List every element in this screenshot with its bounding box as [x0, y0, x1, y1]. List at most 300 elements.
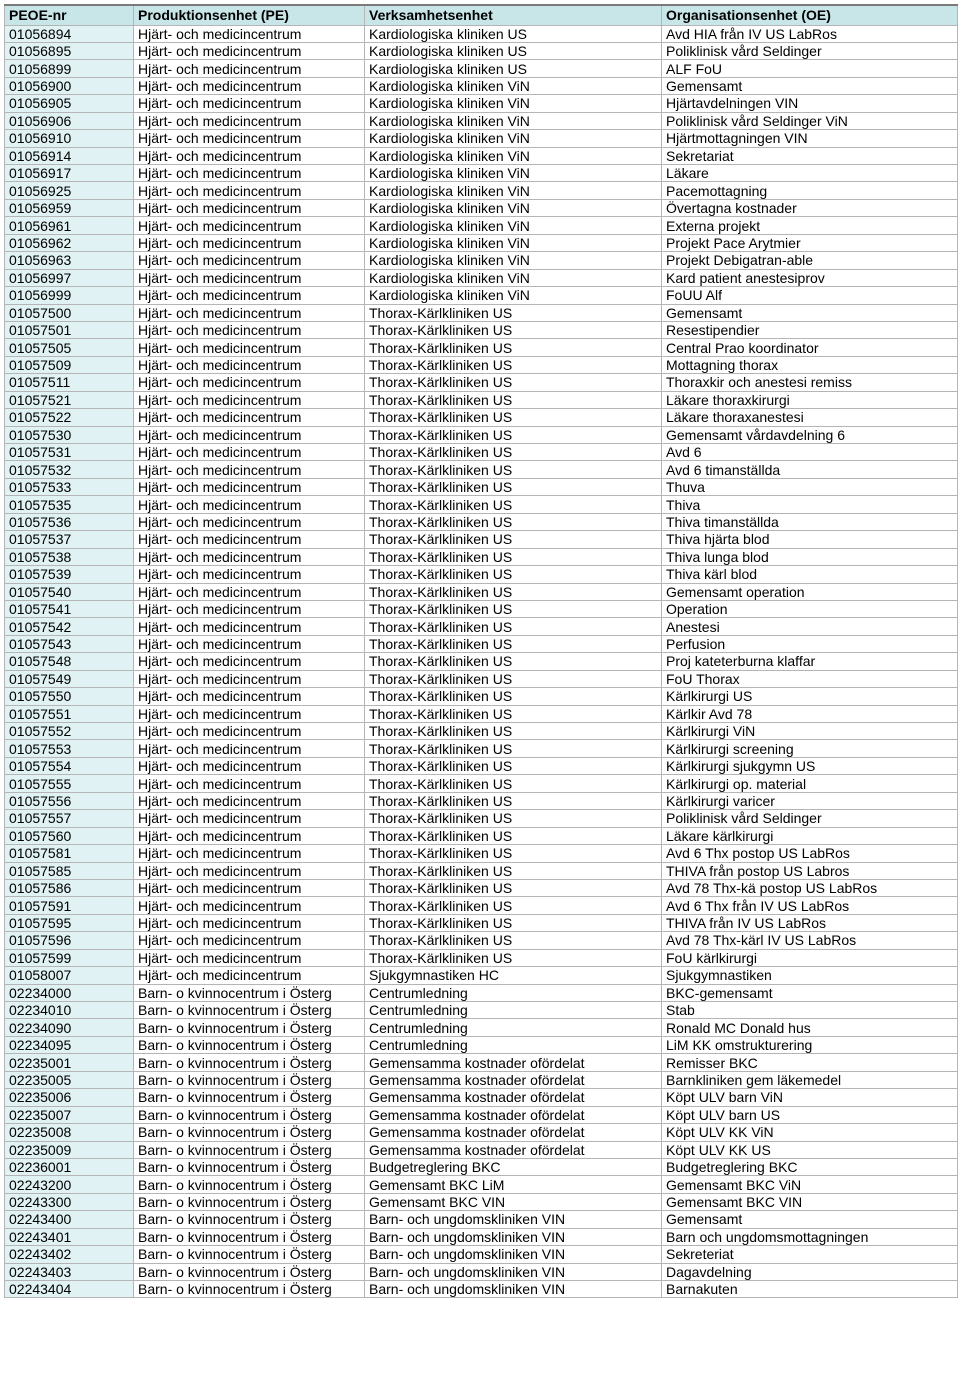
- organisationsenhet-cell: Sekretariat: [662, 147, 958, 164]
- verksamhetsenhet-cell: Gemensamt BKC LiM: [365, 1176, 662, 1193]
- table-row: [5, 25, 958, 42]
- produktionsenhet-cell: Hjärt- och medicincentrum: [134, 897, 365, 914]
- peoe-nr-cell: 01056905: [5, 95, 134, 112]
- table-row: [5, 496, 958, 513]
- peoe-nr-cell: 02235001: [5, 1054, 134, 1071]
- verksamhetsenhet-cell: Kardiologiska kliniken US: [365, 60, 662, 77]
- table-row: [5, 42, 958, 59]
- verksamhetsenhet-cell: Gemensamt BKC VIN: [365, 1193, 662, 1210]
- produktionsenhet-cell: Barn- o kvinnocentrum i Österg: [134, 1158, 365, 1175]
- verksamhetsenhet-cell: Thorax-Kärlkliniken US: [365, 478, 662, 495]
- produktionsenhet-cell: Hjärt- och medicincentrum: [134, 130, 365, 147]
- organisationsenhet-cell: Sekreteriat: [662, 1246, 958, 1263]
- table-row: [5, 932, 958, 949]
- produktionsenhet-cell: Hjärt- och medicincentrum: [134, 932, 365, 949]
- peoe-nr-cell: 02236001: [5, 1158, 134, 1175]
- produktionsenhet-cell: Hjärt- och medicincentrum: [134, 165, 365, 182]
- produktionsenhet-cell: Barn- o kvinnocentrum i Österg: [134, 1002, 365, 1019]
- produktionsenhet-cell: Barn- o kvinnocentrum i Österg: [134, 1141, 365, 1158]
- table-row: [5, 426, 958, 443]
- peoe-nr-cell: 01057596: [5, 932, 134, 949]
- peoe-nr-cell: 01057553: [5, 740, 134, 757]
- verksamhetsenhet-cell: Thorax-Kärlkliniken US: [365, 583, 662, 600]
- peoe-nr-cell: 01058007: [5, 967, 134, 984]
- table-row: [5, 635, 958, 652]
- produktionsenhet-cell: Hjärt- och medicincentrum: [134, 688, 365, 705]
- peoe-nr-cell: 01057538: [5, 548, 134, 565]
- produktionsenhet-cell: Hjärt- och medicincentrum: [134, 792, 365, 809]
- table-row: [5, 1193, 958, 1210]
- table-row: [5, 1019, 958, 1036]
- produktionsenhet-cell: Hjärt- och medicincentrum: [134, 496, 365, 513]
- verksamhetsenhet-cell: Gemensamma kostnader ofördelat: [365, 1089, 662, 1106]
- table-row: [5, 269, 958, 286]
- peoe-nr-cell: 01057541: [5, 600, 134, 617]
- verksamhetsenhet-cell: Kardiologiska kliniken ViN: [365, 287, 662, 304]
- produktionsenhet-cell: Hjärt- och medicincentrum: [134, 356, 365, 373]
- produktionsenhet-cell: Barn- o kvinnocentrum i Österg: [134, 1089, 365, 1106]
- produktionsenhet-cell: Hjärt- och medicincentrum: [134, 531, 365, 548]
- produktionsenhet-cell: Hjärt- och medicincentrum: [134, 670, 365, 687]
- table-row: [5, 1089, 958, 1106]
- produktionsenhet-cell: Hjärt- och medicincentrum: [134, 879, 365, 896]
- peoe-nr-cell: 01057540: [5, 583, 134, 600]
- peoe-nr-cell: 01056962: [5, 234, 134, 251]
- verksamhetsenhet-cell: Thorax-Kärlkliniken US: [365, 531, 662, 548]
- verksamhetsenhet-cell: Kardiologiska kliniken ViN: [365, 95, 662, 112]
- verksamhetsenhet-cell: Barn- och ungdomskliniken VIN: [365, 1281, 662, 1298]
- organisationsenhet-cell: Stab: [662, 1002, 958, 1019]
- verksamhetsenhet-cell: Kardiologiska kliniken ViN: [365, 269, 662, 286]
- verksamhetsenhet-cell: Thorax-Kärlkliniken US: [365, 461, 662, 478]
- peoe-nr-cell: 01056963: [5, 252, 134, 269]
- verksamhetsenhet-cell: Thorax-Kärlkliniken US: [365, 618, 662, 635]
- produktionsenhet-cell: Hjärt- och medicincentrum: [134, 705, 365, 722]
- peoe-nr-cell: 01057500: [5, 304, 134, 321]
- organisationsenhet-cell: THIVA från IV US LabRos: [662, 914, 958, 931]
- organisationsenhet-cell: Avd 78 Thx-kä postop US LabRos: [662, 879, 958, 896]
- verksamhetsenhet-cell: Thorax-Kärlkliniken US: [365, 914, 662, 931]
- organisationsenhet-cell: Proj kateterburna klaffar: [662, 653, 958, 670]
- produktionsenhet-cell: Hjärt- och medicincentrum: [134, 635, 365, 652]
- produktionsenhet-cell: Barn- o kvinnocentrum i Österg: [134, 1071, 365, 1088]
- verksamhetsenhet-cell: Gemensamma kostnader ofördelat: [365, 1141, 662, 1158]
- produktionsenhet-cell: Barn- o kvinnocentrum i Österg: [134, 1176, 365, 1193]
- produktionsenhet-cell: Hjärt- och medicincentrum: [134, 914, 365, 931]
- peoe-nr-cell: 01056894: [5, 25, 134, 42]
- peoe-nr-cell: 02243402: [5, 1246, 134, 1263]
- verksamhetsenhet-cell: Thorax-Kärlkliniken US: [365, 356, 662, 373]
- table-header-row: [5, 5, 958, 25]
- verksamhetsenhet-cell: Thorax-Kärlkliniken US: [365, 775, 662, 792]
- table-row: [5, 792, 958, 809]
- table-row: [5, 583, 958, 600]
- organisationsenhet-cell: Resestipendier: [662, 321, 958, 338]
- organisationsenhet-cell: Gemensamt: [662, 304, 958, 321]
- organisationsenhet-cell: Thiva timanställda: [662, 513, 958, 530]
- table-row: [5, 339, 958, 356]
- produktionsenhet-cell: Hjärt- och medicincentrum: [134, 566, 365, 583]
- verksamhetsenhet-cell: Barn- och ungdomskliniken VIN: [365, 1228, 662, 1245]
- verksamhetsenhet-cell: Kardiologiska kliniken ViN: [365, 165, 662, 182]
- produktionsenhet-cell: Hjärt- och medicincentrum: [134, 409, 365, 426]
- table-row: [5, 949, 958, 966]
- organisationsenhet-cell: Kärlkirurgi varicer: [662, 792, 958, 809]
- peoe-nr-cell: 01056959: [5, 199, 134, 216]
- produktionsenhet-cell: Hjärt- och medicincentrum: [134, 740, 365, 757]
- produktionsenhet-cell: Hjärt- och medicincentrum: [134, 618, 365, 635]
- produktionsenhet-cell: Barn- o kvinnocentrum i Österg: [134, 1054, 365, 1071]
- organisationsenhet-cell: Gemensamt: [662, 77, 958, 94]
- peoe-nr-cell: 01056914: [5, 147, 134, 164]
- organisationsenhet-cell: Gemensamt operation: [662, 583, 958, 600]
- verksamhetsenhet-cell: Thorax-Kärlkliniken US: [365, 897, 662, 914]
- peoe-nr-cell: 01056961: [5, 217, 134, 234]
- table-row: [5, 1246, 958, 1263]
- organisationsenhet-cell: Hjärtmottagningen VIN: [662, 130, 958, 147]
- peoe-nr-cell: 02243200: [5, 1176, 134, 1193]
- produktionsenhet-cell: Hjärt- och medicincentrum: [134, 862, 365, 879]
- organisationsenhet-cell: Avd HIA från IV US LabRos: [662, 25, 958, 42]
- organisationsenhet-cell: Barn och ungdomsmottagningen: [662, 1228, 958, 1245]
- produktionsenhet-cell: Hjärt- och medicincentrum: [134, 182, 365, 199]
- verksamhetsenhet-cell: Thorax-Kärlkliniken US: [365, 740, 662, 757]
- organisationsenhet-cell: Poliklinisk vård Seldinger ViN: [662, 112, 958, 129]
- table-row: [5, 461, 958, 478]
- organisationsenhet-cell: Budgetreglering BKC: [662, 1158, 958, 1175]
- organisationsenhet-cell: ALF FoU: [662, 60, 958, 77]
- table-row: [5, 862, 958, 879]
- verksamhetsenhet-cell: Thorax-Kärlkliniken US: [365, 304, 662, 321]
- verksamhetsenhet-cell: Budgetreglering BKC: [365, 1158, 662, 1175]
- peoe-nr-cell: 01057542: [5, 618, 134, 635]
- peoe-nr-cell: 01057531: [5, 444, 134, 461]
- produktionsenhet-cell: Hjärt- och medicincentrum: [134, 199, 365, 216]
- peoe-nr-cell: 01057599: [5, 949, 134, 966]
- peoe-nr-cell: 02243300: [5, 1193, 134, 1210]
- produktionsenhet-cell: Hjärt- och medicincentrum: [134, 548, 365, 565]
- organisationsenhet-cell: Kärlkirurgi ViN: [662, 723, 958, 740]
- table-row: [5, 321, 958, 338]
- organisationsenhet-cell: Kärlkirurgi screening: [662, 740, 958, 757]
- produktionsenhet-cell: Hjärt- och medicincentrum: [134, 600, 365, 617]
- organisationsenhet-cell: Poliklinisk vård Seldinger: [662, 42, 958, 59]
- table-row: [5, 112, 958, 129]
- verksamhetsenhet-cell: Thorax-Kärlkliniken US: [365, 723, 662, 740]
- table-row: [5, 723, 958, 740]
- produktionsenhet-cell: Barn- o kvinnocentrum i Österg: [134, 1124, 365, 1141]
- produktionsenhet-cell: Barn- o kvinnocentrum i Österg: [134, 1106, 365, 1123]
- peoe-nr-cell: 01056997: [5, 269, 134, 286]
- peoe-nr-cell: 02234000: [5, 984, 134, 1001]
- peoe-nr-cell: 01056899: [5, 60, 134, 77]
- verksamhetsenhet-cell: Thorax-Kärlkliniken US: [365, 496, 662, 513]
- organisationsenhet-cell: Köpt ULV KK ViN: [662, 1124, 958, 1141]
- organisationsenhet-cell: Köpt ULV barn ViN: [662, 1089, 958, 1106]
- produktionsenhet-cell: Hjärt- och medicincentrum: [134, 287, 365, 304]
- organisationsenhet-cell: FoUU Alf: [662, 287, 958, 304]
- peoe-nr-cell: 01057549: [5, 670, 134, 687]
- verksamhetsenhet-cell: Thorax-Kärlkliniken US: [365, 444, 662, 461]
- produktionsenhet-cell: Hjärt- och medicincentrum: [134, 252, 365, 269]
- table-row: [5, 77, 958, 94]
- peoe-nr-cell: 01057537: [5, 531, 134, 548]
- peoe-nr-cell: 01056906: [5, 112, 134, 129]
- table-row: [5, 740, 958, 757]
- verksamhetsenhet-cell: Thorax-Kärlkliniken US: [365, 566, 662, 583]
- peoe-nr-cell: 01057548: [5, 653, 134, 670]
- peoe-nr-cell: 02235007: [5, 1106, 134, 1123]
- peoe-nr-cell: 01057509: [5, 356, 134, 373]
- produktionsenhet-cell: Hjärt- och medicincentrum: [134, 845, 365, 862]
- table-row: [5, 478, 958, 495]
- verksamhetsenhet-cell: Thorax-Kärlkliniken US: [365, 391, 662, 408]
- verksamhetsenhet-cell: Thorax-Kärlkliniken US: [365, 757, 662, 774]
- verksamhetsenhet-cell: Kardiologiska kliniken ViN: [365, 112, 662, 129]
- verksamhetsenhet-cell: Centrumledning: [365, 1002, 662, 1019]
- table-row: [5, 1071, 958, 1088]
- column-header-verksamhetsenhet: Verksamhetsenhet: [365, 5, 662, 25]
- table-row: [5, 1106, 958, 1123]
- peoe-nr-cell: 01056917: [5, 165, 134, 182]
- organisationsenhet-cell: Gemensamt BKC ViN: [662, 1176, 958, 1193]
- verksamhetsenhet-cell: Thorax-Kärlkliniken US: [365, 374, 662, 391]
- organisationsenhet-cell: Hjärtavdelningen VIN: [662, 95, 958, 112]
- verksamhetsenhet-cell: Thorax-Kärlkliniken US: [365, 688, 662, 705]
- produktionsenhet-cell: Barn- o kvinnocentrum i Österg: [134, 1211, 365, 1228]
- organisationsenhet-cell: BKC-gemensamt: [662, 984, 958, 1001]
- peoe-nr-cell: 01057586: [5, 879, 134, 896]
- produktionsenhet-cell: Barn- o kvinnocentrum i Österg: [134, 1036, 365, 1053]
- produktionsenhet-cell: Hjärt- och medicincentrum: [134, 217, 365, 234]
- peoe-nr-cell: 02235006: [5, 1089, 134, 1106]
- verksamhetsenhet-cell: Kardiologiska kliniken ViN: [365, 199, 662, 216]
- peoe-nr-cell: 01057539: [5, 566, 134, 583]
- table-row: [5, 287, 958, 304]
- table-row: [5, 1281, 958, 1298]
- verksamhetsenhet-cell: Centrumledning: [365, 1019, 662, 1036]
- organisationsenhet-cell: Thiva hjärta blod: [662, 531, 958, 548]
- peoe-nr-cell: 02234010: [5, 1002, 134, 1019]
- peoe-nr-cell: 02235005: [5, 1071, 134, 1088]
- produktionsenhet-cell: Hjärt- och medicincentrum: [134, 810, 365, 827]
- verksamhetsenhet-cell: Gemensamma kostnader ofördelat: [365, 1054, 662, 1071]
- peoe-nr-cell: 01057585: [5, 862, 134, 879]
- table-row: [5, 1141, 958, 1158]
- table-row: [5, 95, 958, 112]
- verksamhetsenhet-cell: Kardiologiska kliniken ViN: [365, 77, 662, 94]
- peoe-nr-cell: 01057557: [5, 810, 134, 827]
- verksamhetsenhet-cell: Kardiologiska kliniken ViN: [365, 234, 662, 251]
- organisationsenhet-cell: Thiva lunga blod: [662, 548, 958, 565]
- organisationsenhet-cell: Remisser BKC: [662, 1054, 958, 1071]
- organisationsenhet-cell: Gemensamt vårdavdelning 6: [662, 426, 958, 443]
- verksamhetsenhet-cell: Kardiologiska kliniken ViN: [365, 217, 662, 234]
- peoe-nr-cell: 01056895: [5, 42, 134, 59]
- produktionsenhet-cell: Hjärt- och medicincentrum: [134, 269, 365, 286]
- peoe-nr-cell: 01057533: [5, 478, 134, 495]
- peoe-nr-cell: 01057560: [5, 827, 134, 844]
- table-row: [5, 984, 958, 1001]
- table-row: [5, 775, 958, 792]
- table-row: [5, 1158, 958, 1175]
- table-row: [5, 1054, 958, 1071]
- organisationsenhet-cell: Central Prao koordinator: [662, 339, 958, 356]
- organisationsenhet-cell: Kärlkirurgi op. material: [662, 775, 958, 792]
- verksamhetsenhet-cell: Thorax-Kärlkliniken US: [365, 949, 662, 966]
- verksamhetsenhet-cell: Thorax-Kärlkliniken US: [365, 862, 662, 879]
- verksamhetsenhet-cell: Barn- och ungdomskliniken VIN: [365, 1263, 662, 1280]
- verksamhetsenhet-cell: Thorax-Kärlkliniken US: [365, 426, 662, 443]
- produktionsenhet-cell: Hjärt- och medicincentrum: [134, 478, 365, 495]
- produktionsenhet-cell: Hjärt- och medicincentrum: [134, 147, 365, 164]
- organisationsenhet-cell: Köpt ULV KK US: [662, 1141, 958, 1158]
- table-row: [5, 374, 958, 391]
- produktionsenhet-cell: Hjärt- och medicincentrum: [134, 112, 365, 129]
- verksamhetsenhet-cell: Thorax-Kärlkliniken US: [365, 600, 662, 617]
- produktionsenhet-cell: Hjärt- och medicincentrum: [134, 513, 365, 530]
- organisationsenhet-cell: Operation: [662, 600, 958, 617]
- peoe-nr-cell: 01057505: [5, 339, 134, 356]
- organisationsenhet-cell: Barnkliniken gem läkemedel: [662, 1071, 958, 1088]
- table-row: [5, 914, 958, 931]
- table-row: [5, 130, 958, 147]
- table-row: [5, 513, 958, 530]
- verksamhetsenhet-cell: Thorax-Kärlkliniken US: [365, 548, 662, 565]
- table-row: [5, 252, 958, 269]
- table-row: [5, 1211, 958, 1228]
- produktionsenhet-cell: Barn- o kvinnocentrum i Österg: [134, 1019, 365, 1036]
- peoe-nr-cell: 01057581: [5, 845, 134, 862]
- peoe-nr-cell: 01056999: [5, 287, 134, 304]
- table-row: [5, 653, 958, 670]
- organisationsenhet-cell: Läkare: [662, 165, 958, 182]
- verksamhetsenhet-cell: Thorax-Kärlkliniken US: [365, 670, 662, 687]
- peoe-nr-cell: 02243401: [5, 1228, 134, 1245]
- table-row: [5, 444, 958, 461]
- verksamhetsenhet-cell: Sjukgymnastiken HC: [365, 967, 662, 984]
- produktionsenhet-cell: Hjärt- och medicincentrum: [134, 723, 365, 740]
- peoe-nr-cell: 01057532: [5, 461, 134, 478]
- organisationsenhet-cell: Gemensamt BKC VIN: [662, 1193, 958, 1210]
- organisationsenhet-cell: Perfusion: [662, 635, 958, 652]
- table-row: [5, 391, 958, 408]
- produktionsenhet-cell: Hjärt- och medicincentrum: [134, 949, 365, 966]
- verksamhetsenhet-cell: Kardiologiska kliniken US: [365, 25, 662, 42]
- table-row: [5, 670, 958, 687]
- table-row: [5, 967, 958, 984]
- organisationsenhet-cell: Kärlkirurgi sjukgymn US: [662, 757, 958, 774]
- produktionsenhet-cell: Hjärt- och medicincentrum: [134, 444, 365, 461]
- produktionsenhet-cell: Barn- o kvinnocentrum i Österg: [134, 1228, 365, 1245]
- organisation-table-container: [4, 4, 957, 1298]
- organisationsenhet-cell: Externa projekt: [662, 217, 958, 234]
- peoe-nr-cell: 01057521: [5, 391, 134, 408]
- organisationsenhet-cell: THIVA från postop US Labros: [662, 862, 958, 879]
- table-row: [5, 60, 958, 77]
- table-row: [5, 845, 958, 862]
- verksamhetsenhet-cell: Thorax-Kärlkliniken US: [365, 635, 662, 652]
- peoe-nr-cell: 01057554: [5, 757, 134, 774]
- organisationsenhet-cell: Läkare kärlkirurgi: [662, 827, 958, 844]
- verksamhetsenhet-cell: Centrumledning: [365, 1036, 662, 1053]
- produktionsenhet-cell: Hjärt- och medicincentrum: [134, 42, 365, 59]
- table-row: [5, 234, 958, 251]
- organisationsenhet-cell: Thiva kärl blod: [662, 566, 958, 583]
- table-row: [5, 810, 958, 827]
- table-row: [5, 217, 958, 234]
- verksamhetsenhet-cell: Kardiologiska kliniken ViN: [365, 182, 662, 199]
- produktionsenhet-cell: Hjärt- och medicincentrum: [134, 426, 365, 443]
- peoe-nr-cell: 02234090: [5, 1019, 134, 1036]
- peoe-nr-cell: 01057551: [5, 705, 134, 722]
- produktionsenhet-cell: Barn- o kvinnocentrum i Österg: [134, 1246, 365, 1263]
- organisationsenhet-cell: Thoraxkir och anestesi remiss: [662, 374, 958, 391]
- peoe-nr-cell: 02243400: [5, 1211, 134, 1228]
- verksamhetsenhet-cell: Kardiologiska kliniken US: [365, 42, 662, 59]
- peoe-nr-cell: 01057595: [5, 914, 134, 931]
- peoe-nr-cell: 02243404: [5, 1281, 134, 1298]
- produktionsenhet-cell: Hjärt- och medicincentrum: [134, 374, 365, 391]
- organisationsenhet-cell: Avd 6 Thx postop US LabRos: [662, 845, 958, 862]
- peoe-nr-cell: 01056925: [5, 182, 134, 199]
- produktionsenhet-cell: Barn- o kvinnocentrum i Österg: [134, 1281, 365, 1298]
- verksamhetsenhet-cell: Kardiologiska kliniken ViN: [365, 252, 662, 269]
- produktionsenhet-cell: Hjärt- och medicincentrum: [134, 653, 365, 670]
- verksamhetsenhet-cell: Thorax-Kärlkliniken US: [365, 792, 662, 809]
- organisationsenhet-cell: Gemensamt: [662, 1211, 958, 1228]
- organisationsenhet-cell: Övertagna kostnader: [662, 199, 958, 216]
- table-row: [5, 688, 958, 705]
- organisationsenhet-cell: Dagavdelning: [662, 1263, 958, 1280]
- peoe-nr-cell: 01057552: [5, 723, 134, 740]
- peoe-nr-cell: 01057555: [5, 775, 134, 792]
- verksamhetsenhet-cell: Thorax-Kärlkliniken US: [365, 339, 662, 356]
- organisationsenhet-cell: FoU Thorax: [662, 670, 958, 687]
- table-row: [5, 1036, 958, 1053]
- peoe-nr-cell: 02234095: [5, 1036, 134, 1053]
- verksamhetsenhet-cell: Gemensamma kostnader ofördelat: [365, 1106, 662, 1123]
- organisationsenhet-cell: LiM KK omstrukturering: [662, 1036, 958, 1053]
- organisation-table: [4, 4, 958, 1298]
- verksamhetsenhet-cell: Thorax-Kärlkliniken US: [365, 409, 662, 426]
- produktionsenhet-cell: Hjärt- och medicincentrum: [134, 583, 365, 600]
- peoe-nr-cell: 01057501: [5, 321, 134, 338]
- peoe-nr-cell: 01056910: [5, 130, 134, 147]
- organisationsenhet-cell: Barnakuten: [662, 1281, 958, 1298]
- table-row: [5, 1263, 958, 1280]
- peoe-nr-cell: 01057543: [5, 635, 134, 652]
- peoe-nr-cell: 02235008: [5, 1124, 134, 1141]
- table-row: [5, 600, 958, 617]
- table-row: [5, 1002, 958, 1019]
- peoe-nr-cell: 02235009: [5, 1141, 134, 1158]
- produktionsenhet-cell: Hjärt- och medicincentrum: [134, 60, 365, 77]
- produktionsenhet-cell: Hjärt- och medicincentrum: [134, 461, 365, 478]
- verksamhetsenhet-cell: Gemensamma kostnader ofördelat: [365, 1124, 662, 1141]
- table-row: [5, 566, 958, 583]
- table-row: [5, 548, 958, 565]
- verksamhetsenhet-cell: Barn- och ungdomskliniken VIN: [365, 1246, 662, 1263]
- produktionsenhet-cell: Hjärt- och medicincentrum: [134, 321, 365, 338]
- verksamhetsenhet-cell: Thorax-Kärlkliniken US: [365, 879, 662, 896]
- produktionsenhet-cell: Hjärt- och medicincentrum: [134, 304, 365, 321]
- verksamhetsenhet-cell: Thorax-Kärlkliniken US: [365, 653, 662, 670]
- verksamhetsenhet-cell: Thorax-Kärlkliniken US: [365, 705, 662, 722]
- organisationsenhet-cell: Kärlkir Avd 78: [662, 705, 958, 722]
- table-row: [5, 757, 958, 774]
- organisationsenhet-cell: Läkare thoraxanestesi: [662, 409, 958, 426]
